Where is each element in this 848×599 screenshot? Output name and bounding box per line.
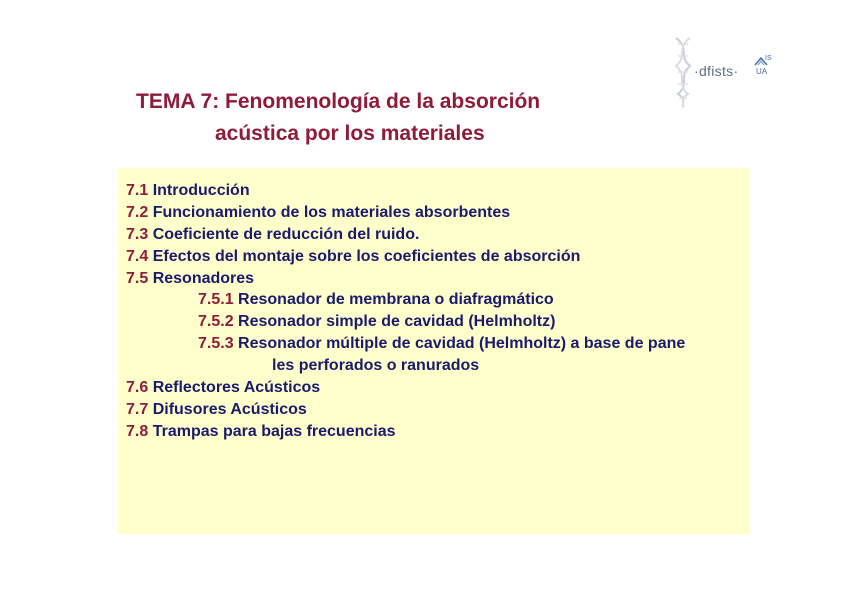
logo-text: ·dfists· [694, 63, 739, 79]
title-line-1: TEMA 7: Fenomenología de la absorción [136, 90, 541, 113]
toc-item-number: 7.2 [126, 203, 149, 221]
toc-item [126, 399, 750, 421]
toc-item-text: Resonador múltiple de cavidad (Helmholtz) a base de pane [238, 335, 686, 353]
toc-item-number: 7.3 [126, 225, 149, 243]
toc-item-text: Resonador simple de cavidad (Helmholtz) [238, 313, 556, 331]
toc-subitem [126, 333, 750, 355]
toc-item [126, 202, 750, 224]
toc-subitem [126, 289, 750, 311]
toc-item-number: 7.4 [126, 247, 149, 265]
toc-item-text: Reflectores Acústicos [152, 379, 321, 397]
toc-item-text: Resonador de membrana o diafragmático [238, 291, 554, 309]
dna-helix-icon [672, 36, 696, 108]
toc-item [126, 377, 750, 399]
toc-item-text: Resonadores [152, 269, 255, 287]
logo-sub: UA [756, 67, 768, 76]
toc-item-number: 7.5.3 [198, 335, 234, 353]
toc-item-text: Trampas para bajas frecuencias [152, 422, 396, 440]
toc-item-number: 7.8 [126, 422, 149, 440]
toc-item-text: Introducción [152, 182, 250, 199]
toc-item-text: Difusores Acústicos [152, 400, 307, 418]
toc-subitem-continuation [126, 355, 750, 377]
logo-sup: IS [765, 55, 772, 62]
title-line-2: acústica por los materiales [215, 122, 485, 145]
toc-item [126, 180, 750, 202]
toc-item-text: Coeficiente de reducción del ruido. [152, 225, 420, 243]
toc-subitem [126, 311, 750, 333]
toc-item [126, 421, 750, 443]
toc-item-text: Efectos del montaje sobre los coeficientes de absorción [152, 247, 581, 265]
toc-item-number: 7.1 [126, 182, 149, 199]
toc-item-number: 7.6 [126, 379, 149, 397]
table-of-contents [126, 180, 750, 443]
toc-item-number: 7.5.2 [198, 313, 234, 331]
toc-item [126, 246, 750, 268]
toc-box [118, 168, 750, 534]
toc-item-text: Funcionamiento de los materiales absorbentes [152, 203, 511, 221]
toc-item [126, 224, 750, 246]
toc-item [126, 268, 750, 290]
toc-item-number: 7.7 [126, 400, 149, 418]
dfists-logo [672, 36, 782, 108]
toc-item-number: 7.5 [126, 269, 149, 287]
toc-item-number: 7.5.1 [198, 291, 234, 309]
toc-item-text: les perforados o ranurados [272, 357, 480, 375]
